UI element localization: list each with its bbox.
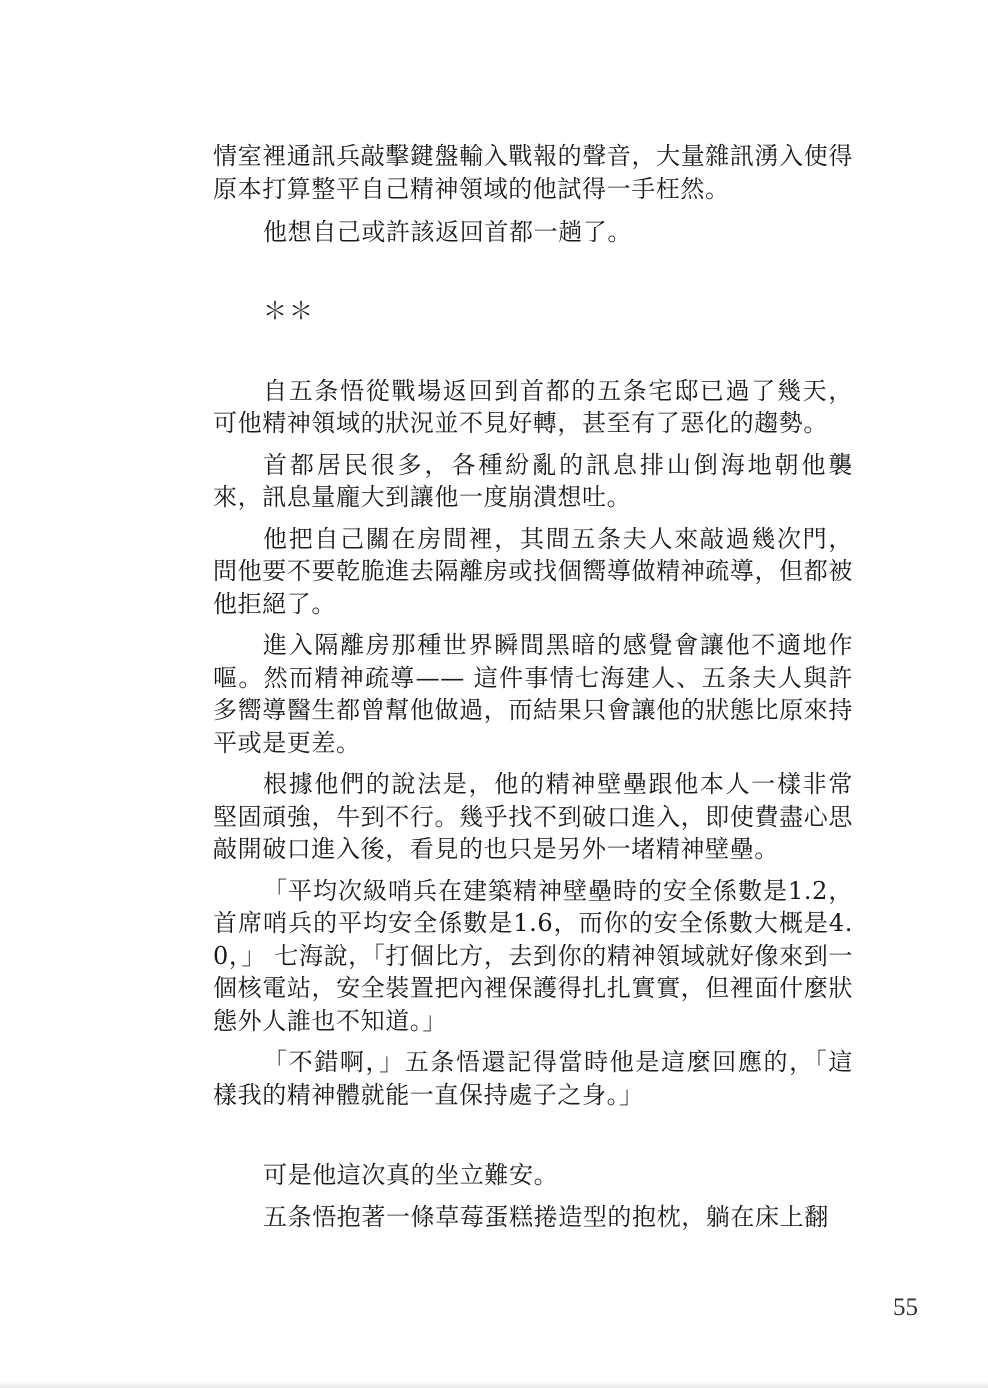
paragraph: 他把自己關在房間裡，其間五条夫人來敲過幾次門，問他要不要乾脆進去隔離房或找個嚮導做精神疏導，但都被他拒絕了。 [213, 524, 853, 618]
page-edge-shadow [0, 1382, 988, 1388]
paragraph: 「不錯啊，」五条悟還記得當時他是這麼回應的，「這樣我的精神體就能一直保持處子之身。」 [213, 1048, 853, 1109]
paragraph: 進入隔離房那種世界瞬間黑暗的感覺會讓他不適地作嘔。然而精神疏導—— 這件事情七海建人、五条夫人與許多嚮導醫生都曾幫他做過，而結果只會讓他的狀態比原來持平或是更差。 [213, 631, 853, 757]
paragraph: 根據他們的說法是，他的精神壁壘跟他本人一樣非常堅固頑強，牛到不行。幾乎找不到破口進入，即使費盡心思敲開破口進入後，看見的也只是另外一堵精神壁壘。 [213, 770, 853, 863]
paragraph: 情室裡通訊兵敲擊鍵盤輸入戰報的聲音，大量雜訊湧入使得原本打算整平自己精神領域的他試得一手枉然。 [213, 142, 853, 203]
paragraph: 首都居民很多，各種紛亂的訊息排山倒海地朝他襲來，訊息量龐大到讓他一度崩潰想吐。 [213, 450, 853, 511]
paragraph: 可是他這次真的坐立難安。 [263, 1161, 559, 1189]
paragraph: 自五条悟從戰場返回到首都的五条宅邸已過了幾天，可他精神領域的狀況並不見好轉，甚至有了惡化的趨勢。 [213, 376, 853, 437]
body-text [213, 140, 853, 1233]
paragraph: 五条悟抱著一條草莓蛋糕捲造型的抱枕，躺在床上翻 [263, 1202, 829, 1231]
paragraph: 「平均次級哨兵在建築精神壁壘時的安全係數是1.2，首席哨兵的平均安全係數是1.6，而你的安全係數大概是4.0，」 七海說，「打個比方，去到你的精神領域就好像來到一個核電站，安全裝置把內裡保護得扎扎實實，但裡面什麼狀態外人誰也不知道。」 [213, 876, 853, 1035]
section-separator: ＊＊ [263, 296, 315, 325]
paragraph: 他想自己或許該返回首都一趟了。 [263, 218, 632, 246]
page-number: 55 [893, 1294, 918, 1321]
